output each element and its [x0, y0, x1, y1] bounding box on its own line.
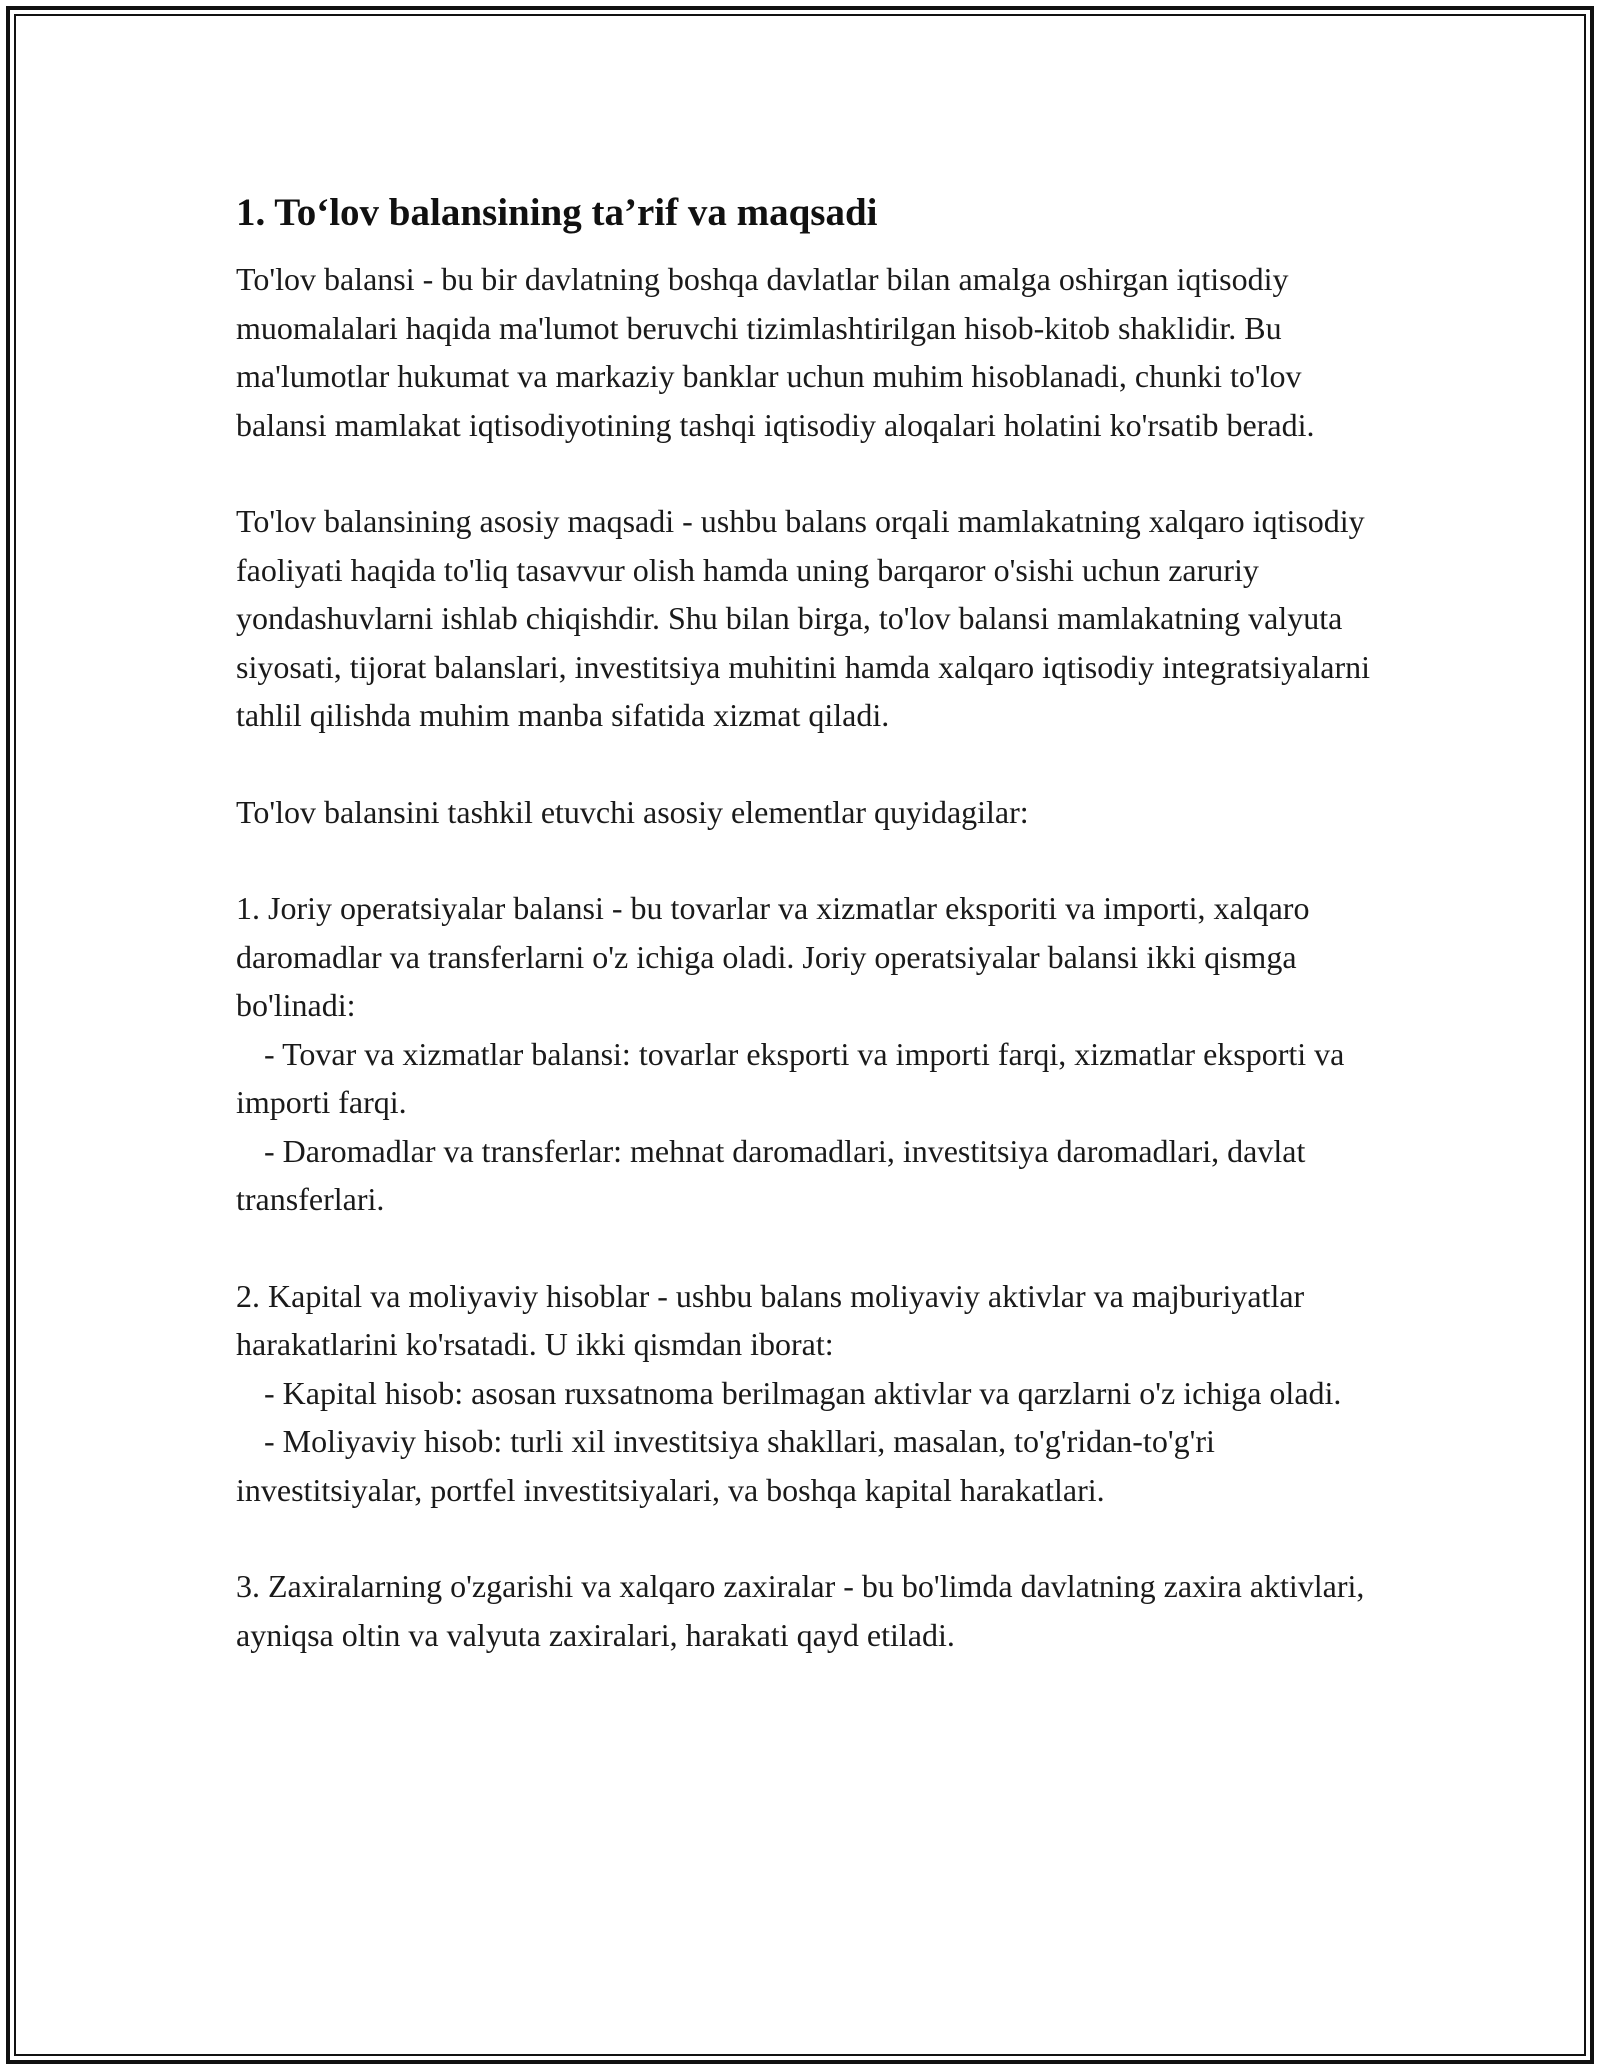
paragraph-gap	[236, 449, 1386, 497]
paragraph-gap	[236, 1514, 1386, 1562]
purpose-paragraph: To'lov balansining asosiy maqsadi - ushbu balans orqali mamlakatning xalqaro iqtisodiy faoliyati haqida to'liq tasavvur olish hamda uning barqaror o'sishi uchun zaruriy yondashuvlarni ishlab chiqishdir. Shu bilan birga, to'lov balansi mamlakatning valyuta siyosati, tijorat balanslari, investitsiya muhitini hamda xalqaro iqtisodiy integratsiyalarni tahlil qilishda muhim manba sifatida xizmat qiladi.	[236, 503, 1370, 733]
list-item-text: 1. Joriy operatsiyalar balansi - bu tovarlar va xizmatlar eksporiti va importi, xalqaro daromadlar va transferlarni o'z ichiga oladi. Joriy operatsiyalar balansi ikki qismga bo'linadi:	[236, 890, 1310, 1023]
list-subitem	[236, 1369, 1386, 1418]
paragraph-gap	[236, 836, 1386, 884]
list-item-text: 2. Kapital va moliyaviy hisoblar - ushbu balans moliyaviy aktivlar va majburiyatlar harakatlarini ko'rsatadi. U ikki qismdan iborat:	[236, 1277, 1305, 1362]
list-subitem	[236, 1127, 1386, 1224]
list-subitem	[236, 1030, 1386, 1127]
intro-paragraph: To'lov balansi - bu bir davlatning boshqa davlatlar bilan amalga oshirgan iqtisodiy muomalalari haqida ma'lumot beruvchi tizimlashtirilgan hisob-kitob shaklidir. Bu ma'lumotlar hukumat va markaziy banklar uchun muhim hisoblanadi, chunki to'lov balansi mamlakat iqtisodiyotining tashqi iqtisodiy aloqalari holatini ko'rsatib beradi.	[236, 261, 1315, 443]
list-subitem	[236, 1417, 1386, 1514]
list-item-capital-account	[236, 1272, 1386, 1515]
list-item-current-account	[236, 884, 1386, 1224]
list-subitem-text: - Kapital hisob: asosan ruxsatnoma berilmagan aktivlar va qarzlarni o'z ichiga oladi.	[264, 1374, 1342, 1411]
elements-intro: To'lov balansini tashkil etuvchi asosiy elementlar quyidagilar:	[236, 793, 1029, 830]
list-item-text: 3. Zaxiralarning o'zgarishi va xalqaro zaxiralar - bu bo'limda davlatning zaxira aktivlari, ayniqsa oltin va valyuta zaxiralari, harakati qayd etiladi.	[236, 1568, 1365, 1653]
document-page	[236, 185, 1386, 1659]
list-subitem-text: - Daromadlar va transferlar: mehnat daromadlari, investitsiya daromadlari, davlat transferlari.	[236, 1132, 1306, 1217]
paragraph-gap	[236, 740, 1386, 788]
list-subitem-text: - Tovar va xizmatlar balansi: tovarlar eksporti va importi farqi, xizmatlar eksporti va importi farqi.	[236, 1035, 1345, 1120]
list-item-reserves	[236, 1562, 1386, 1659]
section-title: 1. To‘lov balansining ta’rif va maqsadi	[236, 191, 878, 234]
list-subitem-text: - Moliyaviy hisob: turli xil investitsiya shakllari, masalan, to'g'ridan-to'g'ri investitsiyalar, portfel investitsiyalari, va boshqa kapital harakatlari.	[236, 1423, 1215, 1508]
paragraph-gap	[236, 1224, 1386, 1272]
